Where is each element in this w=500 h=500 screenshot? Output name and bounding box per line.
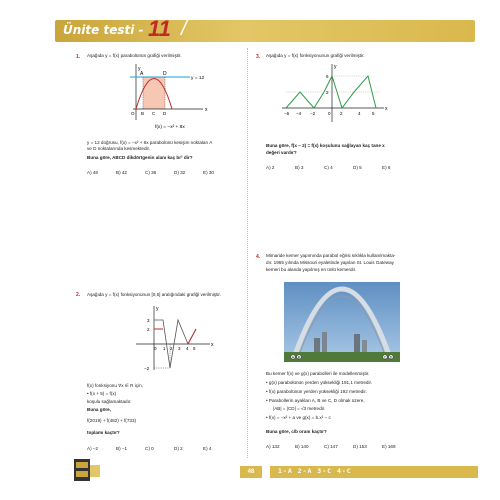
q2-xtick-1: 1 (163, 346, 166, 351)
unit-test-header (55, 16, 475, 42)
q3-x-label: x (385, 106, 388, 112)
q1-point-c: C (152, 111, 156, 116)
q1-option-c[interactable]: C) 36 (145, 170, 157, 175)
q4-options (266, 444, 411, 449)
q3-option-e[interactable]: E) 6 (382, 165, 391, 170)
q3-xtick-4: 4 (358, 111, 361, 116)
q3-options (266, 165, 411, 170)
q4-bullet3: • Parabollerin ayakları A, B ve C, D olmak üzere, (266, 398, 365, 403)
q3-xtick-5: 5 (372, 111, 375, 116)
q2-options (87, 446, 232, 451)
q4-line1: Bu kemer f(x) ve g(x) parabolleri ile modellenmiştir. (266, 371, 370, 376)
answer-key: 1-A 2-A 3-C 4-C (278, 467, 352, 475)
q2-xtick-2: 2 (170, 346, 173, 351)
q1-y-label: y (138, 66, 141, 72)
q2-number: 2. (76, 292, 81, 298)
q1-rectangle-abcd (143, 77, 165, 109)
q2-xtick-4: 4 (186, 346, 189, 351)
q1-option-b[interactable]: B) 42 (116, 170, 127, 175)
q4-label-d: D (389, 355, 393, 360)
q2-graph (130, 302, 215, 374)
q4-gateway-arch-photo (284, 282, 400, 362)
q1-point-o: O (131, 111, 135, 116)
q2-option-e[interactable]: E) 4 (203, 446, 212, 451)
q1-option-e[interactable]: E) 30 (203, 170, 214, 175)
q3-option-d[interactable]: D) 5 (353, 165, 362, 170)
q2-option-d[interactable]: D) 2 (174, 446, 183, 451)
q3-question-line2: değeri vardır? (266, 150, 297, 155)
q2-question: toplamı kaçtır? (87, 430, 120, 435)
page-number: 48 (240, 466, 262, 478)
q1-number: 1. (76, 54, 81, 60)
q2-y-label: y (156, 306, 159, 312)
q1-question: Buna göre, ABCD dikdörtgenin alanı kaç br² dir? (87, 155, 193, 160)
q4-option-e[interactable]: E) 169 (382, 444, 396, 449)
answer-key-bar (270, 466, 478, 478)
q2-option-c[interactable]: C) 0 (145, 446, 154, 451)
q3-xtick-neg2: −2 (310, 111, 316, 116)
q4-bullet4: • f(x) = −x² + a ve g(x) = b.x² − c (266, 415, 331, 420)
q2-segment-2 (188, 329, 196, 344)
q4-bullet2: • f(x) parabolünün yerden yüksekliği 192 metredir. (266, 389, 367, 394)
q4-label-c: C (383, 355, 387, 360)
q3-xtick-0: 0 (328, 111, 331, 116)
q4-label-b: B (297, 355, 301, 360)
q4-intro-line1: Mimaride kemer yapımında parabol eğrisi sıklıkla kullanılmakta- (266, 253, 396, 258)
q2-option-b[interactable]: B) −1 (116, 446, 128, 451)
q2-line4: Buna göre, (87, 407, 111, 412)
q2-xtick-3: 3 (178, 346, 181, 351)
film-reel-icon (72, 455, 102, 485)
q3-ytick-2: 2 (326, 90, 329, 95)
q3-intro: Aşağıda y = f(x) fonksiyonunun grafiği verilmiştir. (266, 53, 365, 58)
q1-function-label: f(x) = −x² + 8x (155, 125, 185, 130)
q2-line1: f(x) fonksiyonu ∀x ∈ R için, (87, 383, 143, 388)
header-number: 11 (148, 16, 171, 41)
q2-x-label: x (211, 342, 214, 348)
q4-bullet1: • g(x) parabolünün yerden yüksekliği 191,1 metredir. (266, 380, 373, 385)
q4-label-a: A (291, 355, 295, 360)
q4-intro-line2: dır. 1965 yılında Missouri eyaletinde yapılan St. Louis Gateway (266, 260, 394, 265)
q1-point-d2: D (163, 111, 167, 116)
q4-question: Buna göre, c/b oranı kaçtır? (266, 429, 327, 434)
q4-option-b[interactable]: B) 140 (295, 444, 309, 449)
q4-bullet3-cont: |AB| = |CD| = √3 metredir. (273, 406, 326, 411)
q3-xtick-neg4: −4 (296, 111, 302, 116)
header-slash-decoration: / (181, 18, 187, 40)
q3-question-line1: Buna göre, f(x − 2) = f(x) koşulunu sağlayan kaç tane x (266, 143, 385, 148)
q2-ytick-2: 2 (147, 327, 150, 332)
q1-option-a[interactable]: A) 48 (87, 170, 98, 175)
q1-point-d: D (163, 71, 167, 77)
q2-line2: • f(x + 5) = f(x) (87, 391, 117, 396)
q1-options (87, 170, 232, 175)
q4-option-c[interactable]: C) 147 (324, 444, 338, 449)
q4-option-d[interactable]: D) 153 (353, 444, 367, 449)
q3-option-a[interactable]: A) 2 (266, 165, 275, 170)
q1-line-label: y = 12 (191, 76, 205, 81)
q2-intro: Aşağıda y = f(x) fonksiyonunun [0,5] aralığındaki grafiği verilmiştir. (87, 292, 221, 297)
column-divider (247, 48, 248, 458)
q2-xtick-0: 0 (154, 346, 157, 351)
q1-intro: Aşağıda y = f(x) parabolünün grafiği verilmiştir. (87, 53, 182, 58)
q2-line3: koşulu sağlamaktadır. (87, 399, 132, 404)
q3-option-c[interactable]: C) 4 (324, 165, 333, 170)
q2-ytick-neg2: −2 (144, 366, 150, 371)
q1-x-label: x (205, 107, 208, 113)
q3-option-b[interactable]: B) 3 (295, 165, 304, 170)
q4-option-a[interactable]: A) 132 (266, 444, 280, 449)
q3-xtick-neg6: −6 (284, 111, 290, 116)
q1-body-line2: ve D noktalarında kesmektedir. (87, 146, 151, 151)
q3-ytick-6: 6 (326, 74, 329, 79)
q3-xtick-2: 2 (340, 111, 343, 116)
q2-line5: f(2019) + f(482) + f(733) (87, 418, 137, 423)
q4-intro-line3: kemeri bu alanda yapılmış en ünlü kemerdir. (266, 267, 357, 272)
q3-y-label: y (334, 64, 337, 70)
q3-graph (280, 62, 390, 128)
q1-body-line1: y = 12 doğrusu, f(x) = −x² + 8x parabolünü kesişim noktaları A (87, 140, 213, 145)
q1-option-d[interactable]: D) 32 (174, 170, 186, 175)
q3-number: 3. (256, 54, 261, 60)
q2-option-a[interactable]: A) −2 (87, 446, 99, 451)
q2-xtick-5: 5 (193, 346, 196, 351)
q1-point-a: A (140, 71, 144, 77)
q4-number: 4. (256, 254, 261, 260)
header-title: Ünite testi - (63, 23, 144, 37)
q1-point-b: B (141, 111, 145, 116)
q1-graph (125, 62, 215, 134)
q2-ytick-3: 3 (147, 318, 150, 323)
